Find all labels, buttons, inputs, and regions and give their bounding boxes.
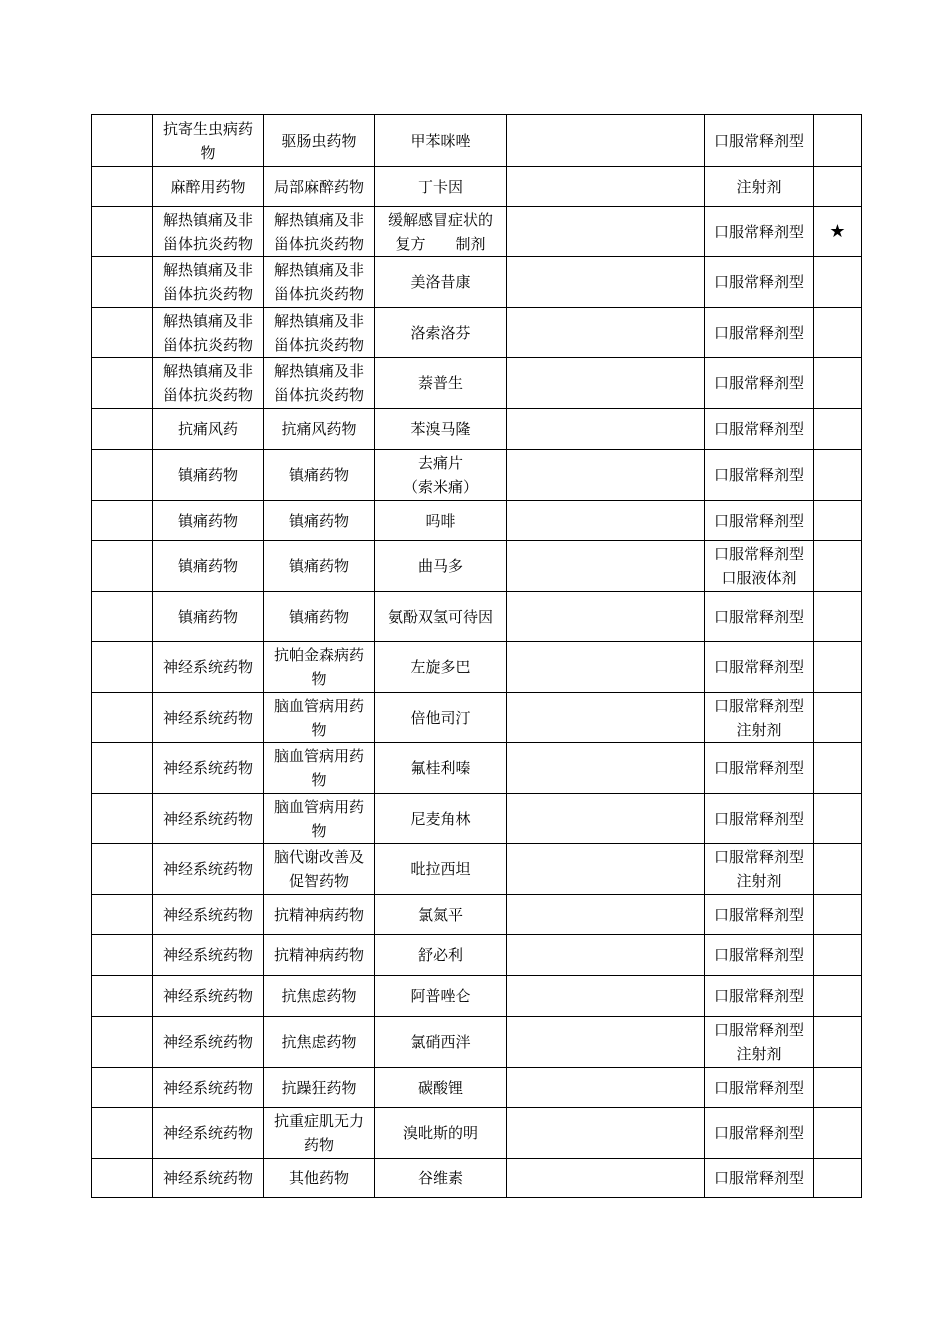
table-cell-col-5: 口服常释剂型 [705, 1108, 814, 1159]
table-cell-col-6 [814, 115, 862, 167]
table-cell-col-5: 口服常释剂型 [705, 794, 814, 844]
table-cell-col-0 [92, 541, 153, 592]
table-cell-col-6 [814, 1068, 862, 1108]
table-cell-col-2: 解热镇痛及非 甾体抗炎药物 [264, 358, 375, 409]
table-cell-col-5: 口服常释剂型 [705, 115, 814, 167]
table-cell-col-1: 解热镇痛及非 甾体抗炎药物 [153, 358, 264, 409]
table-cell-col-3: 氨酚双氢可待因 [375, 592, 507, 642]
table-cell-col-6 [814, 541, 862, 592]
table-row [92, 1108, 862, 1159]
table-cell-col-1: 抗寄生虫病药 物 [153, 115, 264, 167]
table-cell-col-0 [92, 693, 153, 743]
table-cell-col-0 [92, 935, 153, 976]
table-row [92, 976, 862, 1017]
table-cell-col-0 [92, 501, 153, 541]
table-cell-col-0 [92, 743, 153, 794]
table-cell-col-0 [92, 450, 153, 501]
table-cell-col-6 [814, 1017, 862, 1068]
table-row [92, 450, 862, 501]
table-cell-col-5: 口服常释剂型 [705, 308, 814, 358]
table-cell-col-3: 苯溴马隆 [375, 409, 507, 450]
table-row [92, 115, 862, 167]
table-cell-col-5: 口服常释剂型 [705, 642, 814, 693]
table-cell-col-3: 氟桂利嗪 [375, 743, 507, 794]
table-cell-col-2: 抗躁狂药物 [264, 1068, 375, 1108]
table-cell-col-1: 神经系统药物 [153, 935, 264, 976]
table-cell-col-4 [507, 844, 705, 895]
table-cell-col-3: 氯硝西泮 [375, 1017, 507, 1068]
table-cell-col-0 [92, 1068, 153, 1108]
table-cell-col-6 [814, 743, 862, 794]
table-cell-col-1: 神经系统药物 [153, 743, 264, 794]
table-cell-col-4 [507, 935, 705, 976]
table-cell-col-3: 缓解感冒症状的 复方 制剂 [375, 207, 507, 257]
table-cell-col-4 [507, 167, 705, 207]
table-cell-col-2: 脑血管病用药 物 [264, 794, 375, 844]
table-cell-col-2: 镇痛药物 [264, 592, 375, 642]
table-row [92, 257, 862, 308]
table-cell-col-6 [814, 1108, 862, 1159]
table-cell-col-1: 镇痛药物 [153, 450, 264, 501]
table-cell-col-5: 口服常释剂型 [705, 450, 814, 501]
table-cell-col-5: 口服常释剂型 [705, 409, 814, 450]
table-cell-col-5: 注射剂 [705, 167, 814, 207]
table-row [92, 1068, 862, 1108]
table-cell-col-5: 口服常释剂型 [705, 976, 814, 1017]
table-cell-col-2: 抗痛风药物 [264, 409, 375, 450]
table-cell-col-1: 解热镇痛及非 甾体抗炎药物 [153, 257, 264, 308]
table-body [92, 115, 862, 1198]
table-row [92, 935, 862, 976]
table-cell-col-4 [507, 1017, 705, 1068]
table-cell-col-1: 镇痛药物 [153, 501, 264, 541]
table-cell-col-4 [507, 257, 705, 308]
table-cell-col-6 [814, 501, 862, 541]
table-cell-col-0 [92, 1159, 153, 1198]
table-row [92, 642, 862, 693]
table-cell-col-3: 吡拉西坦 [375, 844, 507, 895]
table-cell-col-0 [92, 207, 153, 257]
table-cell-col-3: 洛索洛芬 [375, 308, 507, 358]
table-row [92, 501, 862, 541]
table-cell-col-6 [814, 450, 862, 501]
table-cell-col-2: 驱肠虫药物 [264, 115, 375, 167]
table-cell-col-0 [92, 1108, 153, 1159]
table-cell-col-4 [507, 207, 705, 257]
table-cell-col-3: 谷维素 [375, 1159, 507, 1198]
table-cell-col-6 [814, 935, 862, 976]
table-cell-col-3: 萘普生 [375, 358, 507, 409]
table-cell-col-4 [507, 358, 705, 409]
table-cell-col-1: 神经系统药物 [153, 693, 264, 743]
table-cell-col-5: 口服常释剂型 [705, 592, 814, 642]
table-cell-col-2: 抗焦虑药物 [264, 976, 375, 1017]
table-cell-col-3: 尼麦角林 [375, 794, 507, 844]
table-cell-col-4 [507, 693, 705, 743]
table-cell-col-5: 口服常释剂型 [705, 743, 814, 794]
table-cell-col-4 [507, 743, 705, 794]
table-cell-col-2: 抗重症肌无力 药物 [264, 1108, 375, 1159]
table-cell-col-1: 神经系统药物 [153, 1159, 264, 1198]
table-cell-col-3: 左旋多巴 [375, 642, 507, 693]
table-cell-col-5: 口服常释剂型 [705, 257, 814, 308]
table-row [92, 541, 862, 592]
table-cell-col-6 [814, 642, 862, 693]
table-cell-col-4 [507, 308, 705, 358]
table-row [92, 1159, 862, 1198]
table-cell-col-4 [507, 976, 705, 1017]
table-cell-col-0 [92, 642, 153, 693]
table-cell-col-2: 镇痛药物 [264, 501, 375, 541]
table-cell-col-2: 镇痛药物 [264, 541, 375, 592]
table-cell-col-0 [92, 592, 153, 642]
table-cell-col-0 [92, 257, 153, 308]
table-cell-col-0 [92, 895, 153, 935]
table-row [92, 794, 862, 844]
table-cell-col-3: 曲马多 [375, 541, 507, 592]
table-cell-col-1: 镇痛药物 [153, 592, 264, 642]
table-cell-col-5: 口服常释剂型 [705, 1159, 814, 1198]
table-row [92, 693, 862, 743]
table-cell-col-1: 神经系统药物 [153, 794, 264, 844]
table-cell-col-5: 口服常释剂型 口服液体剂 [705, 541, 814, 592]
table-cell-col-2: 抗精神病药物 [264, 935, 375, 976]
table-cell-col-6 [814, 257, 862, 308]
table-cell-col-1: 神经系统药物 [153, 1017, 264, 1068]
table-cell-col-0 [92, 1017, 153, 1068]
table-cell-col-4 [507, 450, 705, 501]
table-cell-col-6 [814, 409, 862, 450]
table-cell-col-2: 脑代谢改善及 促智药物 [264, 844, 375, 895]
table-cell-col-1: 神经系统药物 [153, 642, 264, 693]
table-row [92, 167, 862, 207]
table-cell-col-4 [507, 895, 705, 935]
table-cell-col-4 [507, 1068, 705, 1108]
table-cell-col-0 [92, 976, 153, 1017]
table-cell-col-5: 口服常释剂型 [705, 895, 814, 935]
table-cell-col-5: 口服常释剂型 [705, 1068, 814, 1108]
table-cell-col-5: 口服常释剂型 [705, 501, 814, 541]
table-cell-col-5: 口服常释剂型 [705, 207, 814, 257]
table-cell-col-3: 舒必利 [375, 935, 507, 976]
table-cell-col-3: 美洛昔康 [375, 257, 507, 308]
table-cell-col-5: 口服常释剂型 注射剂 [705, 693, 814, 743]
table-cell-col-4 [507, 592, 705, 642]
table-cell-col-5: 口服常释剂型 注射剂 [705, 844, 814, 895]
table-row [92, 409, 862, 450]
table-cell-col-2: 抗帕金森病药 物 [264, 642, 375, 693]
table-cell-col-5: 口服常释剂型 注射剂 [705, 1017, 814, 1068]
table-cell-col-0 [92, 794, 153, 844]
table-row [92, 1017, 862, 1068]
table-cell-col-3: 丁卡因 [375, 167, 507, 207]
table-cell-col-1: 解热镇痛及非 甾体抗炎药物 [153, 207, 264, 257]
table-cell-col-6 [814, 794, 862, 844]
table-cell-col-1: 镇痛药物 [153, 541, 264, 592]
table-cell-col-6 [814, 895, 862, 935]
table-cell-col-3: 氯氮平 [375, 895, 507, 935]
table-cell-col-1: 麻醉用药物 [153, 167, 264, 207]
table-cell-col-2: 其他药物 [264, 1159, 375, 1198]
table-cell-col-3: 甲苯咪唑 [375, 115, 507, 167]
table-cell-col-6 [814, 167, 862, 207]
table-cell-col-2: 脑血管病用药 物 [264, 693, 375, 743]
table-cell-col-4 [507, 115, 705, 167]
table-cell-col-6 [814, 976, 862, 1017]
table-cell-col-1: 神经系统药物 [153, 1068, 264, 1108]
table-row [92, 743, 862, 794]
table-cell-col-4 [507, 1159, 705, 1198]
table-row [92, 308, 862, 358]
table-cell-col-4 [507, 409, 705, 450]
table-cell-col-4 [507, 541, 705, 592]
table-cell-col-6 [814, 844, 862, 895]
table-cell-col-1: 神经系统药物 [153, 976, 264, 1017]
table-cell-col-6: ★ [814, 207, 862, 257]
table-cell-col-3: 吗啡 [375, 501, 507, 541]
table-cell-col-2: 脑血管病用药 物 [264, 743, 375, 794]
table-cell-col-2: 镇痛药物 [264, 450, 375, 501]
table-cell-col-3: 碳酸锂 [375, 1068, 507, 1108]
table-cell-col-3: 倍他司汀 [375, 693, 507, 743]
table-row [92, 592, 862, 642]
table-cell-col-6 [814, 1159, 862, 1198]
table-cell-col-4 [507, 1108, 705, 1159]
table-cell-col-0 [92, 409, 153, 450]
table-cell-col-1: 神经系统药物 [153, 1108, 264, 1159]
table-cell-col-1: 神经系统药物 [153, 895, 264, 935]
table-cell-col-4 [507, 794, 705, 844]
table-cell-col-0 [92, 167, 153, 207]
table-cell-col-3: 阿普唑仑 [375, 976, 507, 1017]
table-cell-col-3: 溴吡斯的明 [375, 1108, 507, 1159]
table-cell-col-2: 解热镇痛及非 甾体抗炎药物 [264, 257, 375, 308]
table-cell-col-6 [814, 592, 862, 642]
table-cell-col-2: 抗焦虑药物 [264, 1017, 375, 1068]
table-row [92, 207, 862, 257]
table-cell-col-2: 解热镇痛及非 甾体抗炎药物 [264, 308, 375, 358]
drug-list-table [91, 114, 862, 1198]
table-cell-col-1: 抗痛风药 [153, 409, 264, 450]
table-cell-col-0 [92, 844, 153, 895]
table-cell-col-6 [814, 693, 862, 743]
table-cell-col-6 [814, 358, 862, 409]
table-cell-col-0 [92, 308, 153, 358]
table-row [92, 358, 862, 409]
table-row [92, 895, 862, 935]
table-cell-col-6 [814, 308, 862, 358]
table-cell-col-2: 局部麻醉药物 [264, 167, 375, 207]
table-cell-col-1: 神经系统药物 [153, 844, 264, 895]
table-cell-col-5: 口服常释剂型 [705, 935, 814, 976]
table-cell-col-5: 口服常释剂型 [705, 358, 814, 409]
table-cell-col-2: 解热镇痛及非 甾体抗炎药物 [264, 207, 375, 257]
table-cell-col-2: 抗精神病药物 [264, 895, 375, 935]
table-cell-col-0 [92, 115, 153, 167]
table-cell-col-3: 去痛片 （索米痛） [375, 450, 507, 501]
table-row [92, 844, 862, 895]
table-cell-col-0 [92, 358, 153, 409]
table-cell-col-4 [507, 642, 705, 693]
table-cell-col-4 [507, 501, 705, 541]
table-cell-col-1: 解热镇痛及非 甾体抗炎药物 [153, 308, 264, 358]
